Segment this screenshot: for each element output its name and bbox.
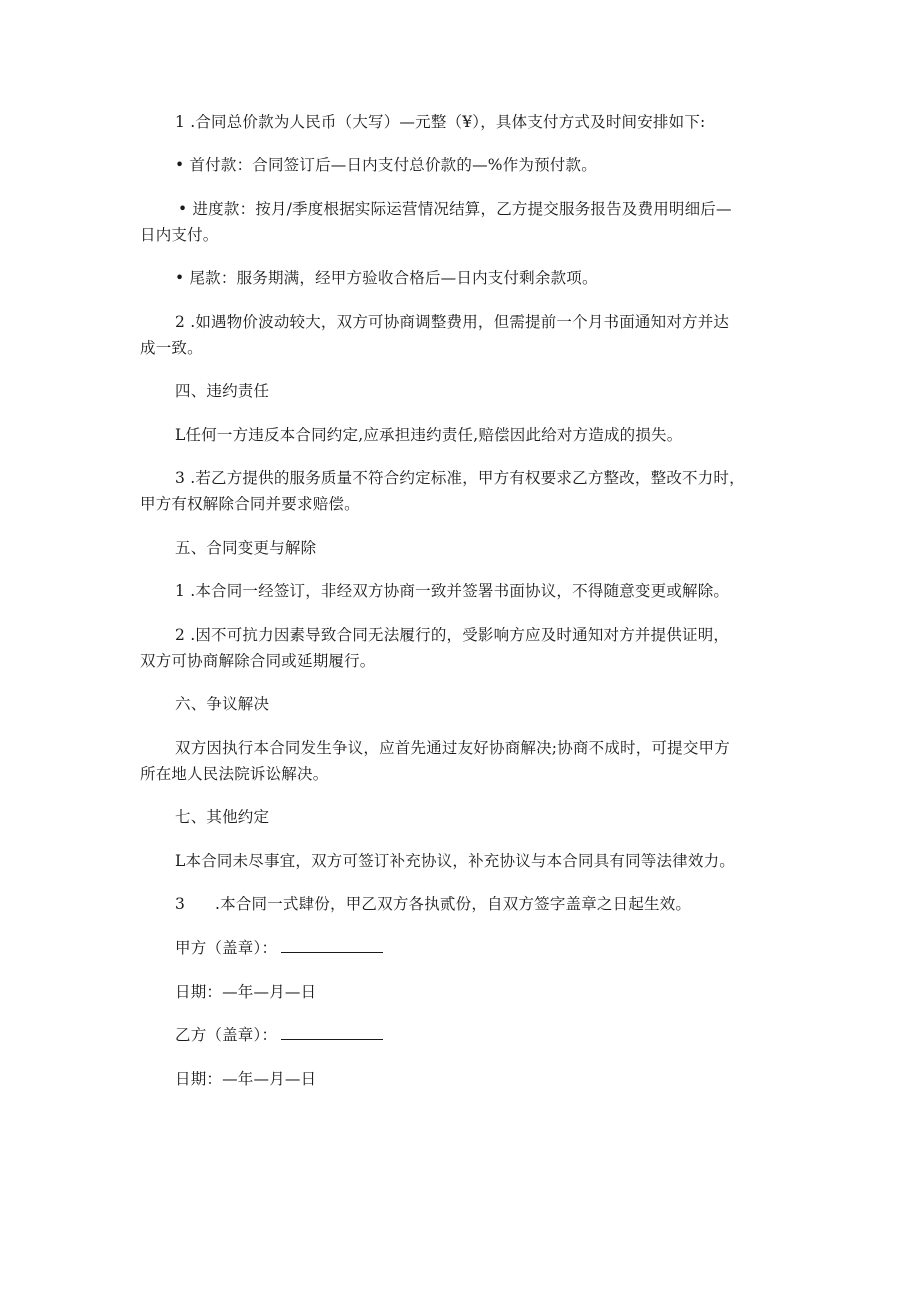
payment-bullet-final: • 尾款：服务期满，经甲方验收合格后—日内支付剩余款项。 xyxy=(175,269,598,287)
change-item-2-line-2: 双方可协商解除合同或延期履行。 xyxy=(140,652,376,670)
payment-bullet-progress-line-1: • 进度款：按月/季度根据实际运营情况结算，乙方提交服务报告及费用明细后— xyxy=(178,200,732,218)
payment-item-2-line-1: 2 .如遇物价波动较大，双方可协商调整费用，但需提前一个月书面通知对方并达 xyxy=(175,313,730,331)
other-heading: 七、其他约定 xyxy=(175,808,270,826)
payment-item-2-line-2: 成一致。 xyxy=(140,339,203,357)
party-a-date: 日期：—年—月—日 xyxy=(175,983,317,1001)
breach-item-3-line-2: 甲方有权解除合同并要求赔偿。 xyxy=(140,495,360,513)
breach-item-1: L任何一方违反本合同约定,应承担违约责任,赔偿因此给对方造成的损失。 xyxy=(175,426,683,444)
party-b-label: 乙方（盖章）： xyxy=(175,1026,278,1044)
change-item-1: 1 .本合同一经签订，非经双方协商一致并签署书面协议，不得随意变更或解除。 xyxy=(175,582,730,600)
payment-bullet-progress-line-2: 日内支付。 xyxy=(140,226,219,244)
change-item-2-line-1: 2 .因不可抗力因素导致合同无法履行的，受影响方应及时通知对方并提供证明， xyxy=(175,626,730,644)
dispute-text-line-1: 双方因执行本合同发生争议，应首先通过友好协商解决;协商不成时，可提交甲方 xyxy=(175,739,730,757)
payment-item-1: 1 .合同总价款为人民币（大写）—元整（¥），具体支付方式及时间安排如下: xyxy=(175,113,706,131)
party-b-signature-line[interactable] xyxy=(281,1025,383,1040)
party-a-label: 甲方（盖章）： xyxy=(175,939,278,957)
payment-bullet-down-payment: • 首付款：合同签订后—日内支付总价款的—%作为预付款。 xyxy=(175,156,597,174)
dispute-text-line-2: 所在地人民法院诉讼解决。 xyxy=(140,765,329,783)
party-b-date: 日期：—年—月—日 xyxy=(175,1070,317,1088)
dispute-heading: 六、争议解决 xyxy=(175,695,270,713)
change-heading: 五、合同变更与解除 xyxy=(175,539,317,557)
breach-heading: 四、违约责任 xyxy=(175,382,270,400)
party-a-signature xyxy=(175,938,383,958)
breach-item-3-line-1: 3 .若乙方提供的服务质量不符合约定标准，甲方有权要求乙方整改，整改不力时， xyxy=(175,469,745,487)
party-a-signature-line[interactable] xyxy=(281,938,383,953)
party-b-signature xyxy=(175,1025,383,1045)
other-item-1: L本合同未尽事宜，双方可签订补充协议，补充协议与本合同具有同等法律效力。 xyxy=(175,852,735,870)
other-item-3-number: 3 xyxy=(175,895,186,913)
other-item-3-text: .本合同一式肆份，甲乙双方各执贰份，自双方签字盖章之日起生效。 xyxy=(215,895,692,913)
